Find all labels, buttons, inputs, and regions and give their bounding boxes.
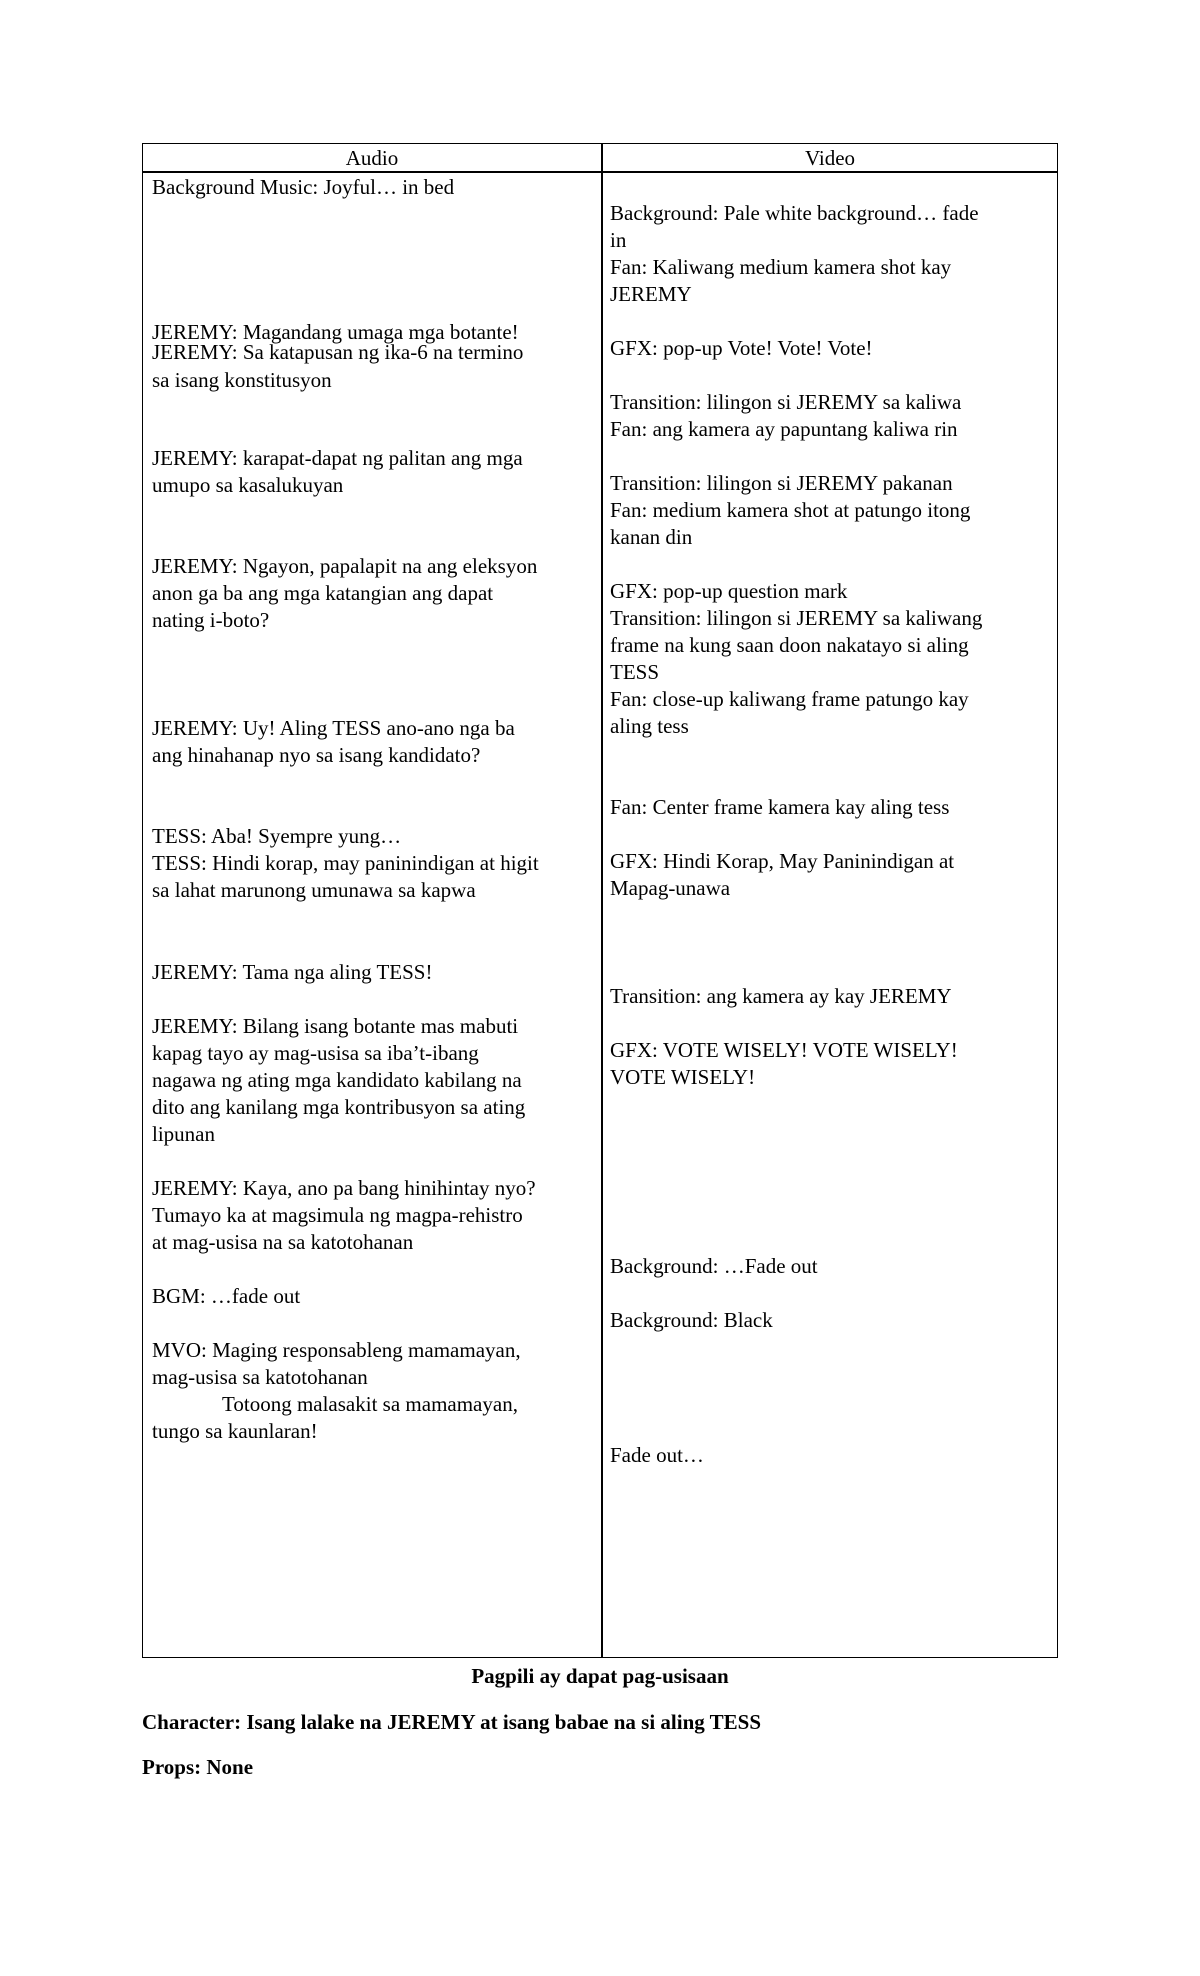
video-line: Fan: medium kamera shot at patungo itong bbox=[610, 498, 971, 522]
column-divider bbox=[601, 144, 603, 1657]
audio-line: umupo sa kasalukuyan bbox=[152, 473, 344, 497]
audio-line: nating i-boto? bbox=[152, 608, 270, 632]
video-line: Background: …Fade out bbox=[610, 1254, 818, 1278]
video-line: frame na kung saan doon nakatayo si aling bbox=[610, 633, 969, 657]
audio-line: sa lahat marunong umunawa sa kapwa bbox=[152, 878, 476, 902]
audio-line: JEREMY: Sa katapusan ng ika-6 na termino bbox=[152, 340, 524, 364]
audio-line: JEREMY: karapat-dapat ng palitan ang mga bbox=[152, 446, 523, 470]
video-line: aling tess bbox=[610, 714, 689, 738]
video-line: JEREMY bbox=[610, 282, 692, 306]
audio-line: anon ga ba ang mga katangian ang dapat bbox=[152, 581, 494, 605]
header-divider bbox=[143, 171, 1057, 173]
video-line: Background: Black bbox=[610, 1308, 773, 1332]
audio-line: Background Music: Joyful… in bed bbox=[152, 175, 455, 199]
props-line: Props: None bbox=[142, 1755, 254, 1779]
audio-column-header: Audio bbox=[345, 146, 399, 170]
video-line: Fan: close-up kaliwang frame patungo kay bbox=[610, 687, 969, 711]
video-line: Fan: Kaliwang medium kamera shot kay bbox=[610, 255, 952, 279]
audio-line: kapag tayo ay mag-usisa sa iba’t-ibang bbox=[152, 1041, 479, 1065]
audio-line: JEREMY: Uy! Aling TESS ano-ano nga ba bbox=[152, 716, 515, 740]
video-line: Mapag-unawa bbox=[610, 876, 731, 900]
audio-line: JEREMY: Kaya, ano pa bang hinihintay nyo? bbox=[152, 1176, 536, 1200]
video-line: in bbox=[610, 228, 627, 252]
video-line: kanan din bbox=[610, 525, 693, 549]
audio-line: JEREMY: Bilang isang botante mas mabuti bbox=[152, 1014, 519, 1038]
video-line: Fan: Center frame kamera kay aling tess bbox=[610, 795, 950, 819]
video-line: Background: Pale white background… fade bbox=[610, 201, 979, 225]
video-line: Transition: ang kamera ay kay JEREMY bbox=[610, 984, 952, 1008]
video-line: GFX: Hindi Korap, May Paninindigan at bbox=[610, 849, 955, 873]
audio-line: nagawa ng ating mga kandidato kabilang na bbox=[152, 1068, 522, 1092]
video-line: Transition: lilingon si JEREMY sa kaliwa bbox=[610, 390, 962, 414]
audio-line: BGM: …fade out bbox=[152, 1284, 301, 1308]
audio-line: TESS: Aba! Syempre yung… bbox=[152, 824, 402, 848]
video-column-header: Video bbox=[804, 146, 856, 170]
audio-line: Totoong malasakit sa mamamayan, bbox=[222, 1392, 518, 1416]
video-line: Fan: ang kamera ay papuntang kaliwa rin bbox=[610, 417, 958, 441]
video-line: Fade out… bbox=[610, 1443, 704, 1467]
audio-line: sa isang konstitusyon bbox=[152, 368, 332, 392]
video-line: GFX: pop-up Vote! Vote! Vote! bbox=[610, 336, 873, 360]
audio-line: at mag-usisa na sa katotohanan bbox=[152, 1230, 414, 1254]
video-line: VOTE WISELY! bbox=[610, 1065, 756, 1089]
script-title: Pagpili ay dapat pag-usisaan bbox=[471, 1664, 729, 1688]
audio-line: TESS: Hindi korap, may paninindigan at higit bbox=[152, 851, 539, 875]
audio-line: MVO: Maging responsableng mamamayan, bbox=[152, 1338, 521, 1362]
video-line: TESS bbox=[610, 660, 660, 684]
audio-line: JEREMY: Ngayon, papalapit na ang eleksyon bbox=[152, 554, 538, 578]
audio-line: tungo sa kaunlaran! bbox=[152, 1419, 318, 1443]
video-line: GFX: pop-up question mark bbox=[610, 579, 848, 603]
video-line: Transition: lilingon si JEREMY sa kaliwang bbox=[610, 606, 983, 630]
audio-line: lipunan bbox=[152, 1122, 215, 1146]
audio-line: Tumayo ka at magsimula ng magpa-rehistro bbox=[152, 1203, 523, 1227]
audio-line: mag-usisa sa katotohanan bbox=[152, 1365, 368, 1389]
audio-line: ang hinahanap nyo sa isang kandidato? bbox=[152, 743, 481, 767]
audio-line: JEREMY: Magandang umaga mga botante! bbox=[152, 320, 519, 344]
audio-line: JEREMY: Tama nga aling TESS! bbox=[152, 960, 433, 984]
audio-line: dito ang kanilang mga kontribusyon sa ating bbox=[152, 1095, 526, 1119]
video-line: Transition: lilingon si JEREMY pakanan bbox=[610, 471, 953, 495]
character-line: Character: Isang lalake na JEREMY at isang babae na si aling TESS bbox=[142, 1710, 762, 1734]
video-line: GFX: VOTE WISELY! VOTE WISELY! bbox=[610, 1038, 958, 1062]
